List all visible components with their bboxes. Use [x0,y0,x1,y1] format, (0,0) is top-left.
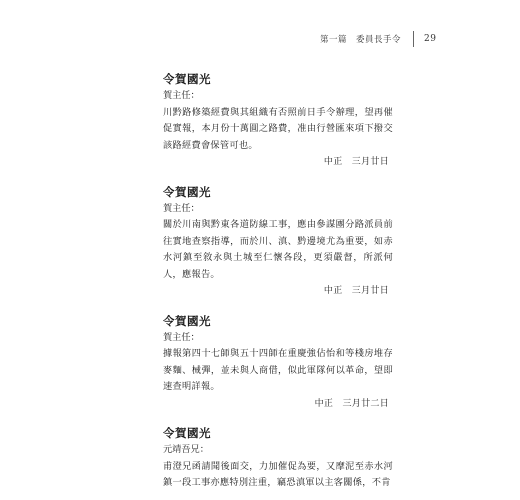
entry-signoff: 中正 三月廿日 [323,157,389,167]
running-head [320,31,480,47]
entry-body: 關於川南與黔東各道防線工事，應由參謀團分路派員前往實地查察指導，而於川、滇、黔邊境尤為重要，如赤水河鎮至敘永與土城至仁懷各段，更須嚴督，所派何人，應報告。 [163,219,393,280]
page-content [163,72,393,492]
page-number: 29 [424,34,437,44]
entry-signoff: 中正 三月廿二日 [314,398,389,409]
entry-title: 令賀國光 [163,184,211,199]
order-entry-3 [163,314,393,413]
entry-title: 令賀國光 [163,426,211,440]
entry-body: 甫澄兄函請聞後面交，力加催促為要，又摩泥至赤水河鎮一段工事亦應特別注重，竊恐滇軍以主客關係，不肯 [163,460,393,488]
section-title: 第一篇 委員長手令 [320,35,402,45]
order-entry-2 [163,185,393,300]
entry-body: 據報第四十七師與五十四師在重慶強佔怡和等棧房堆存麥麵、械彈，並未與人商借，似此軍隊何以革命，望即速查明詳報。 [163,348,393,392]
entry-addressee: 賀主任： [163,90,200,101]
entry-addressee: 元靖吾兄： [163,444,209,455]
entry-title: 令賀國光 [163,313,211,328]
entry-signoff: 中正 三月廿日 [323,286,389,296]
header-divider [413,31,414,47]
entry-title: 令賀國光 [163,72,211,86]
order-entry-1 [163,72,393,171]
order-entry-4 [163,426,393,492]
entry-addressee: 賀主任： [163,331,200,343]
entry-addressee: 賀主任： [163,202,200,214]
entry-body: 川黔路修築經費與其組織有否照前日手令辦理，望再催促實報，本月份十萬圓之路費，准由行營匯來項下撥交該路經費會保管可也。 [163,106,393,151]
